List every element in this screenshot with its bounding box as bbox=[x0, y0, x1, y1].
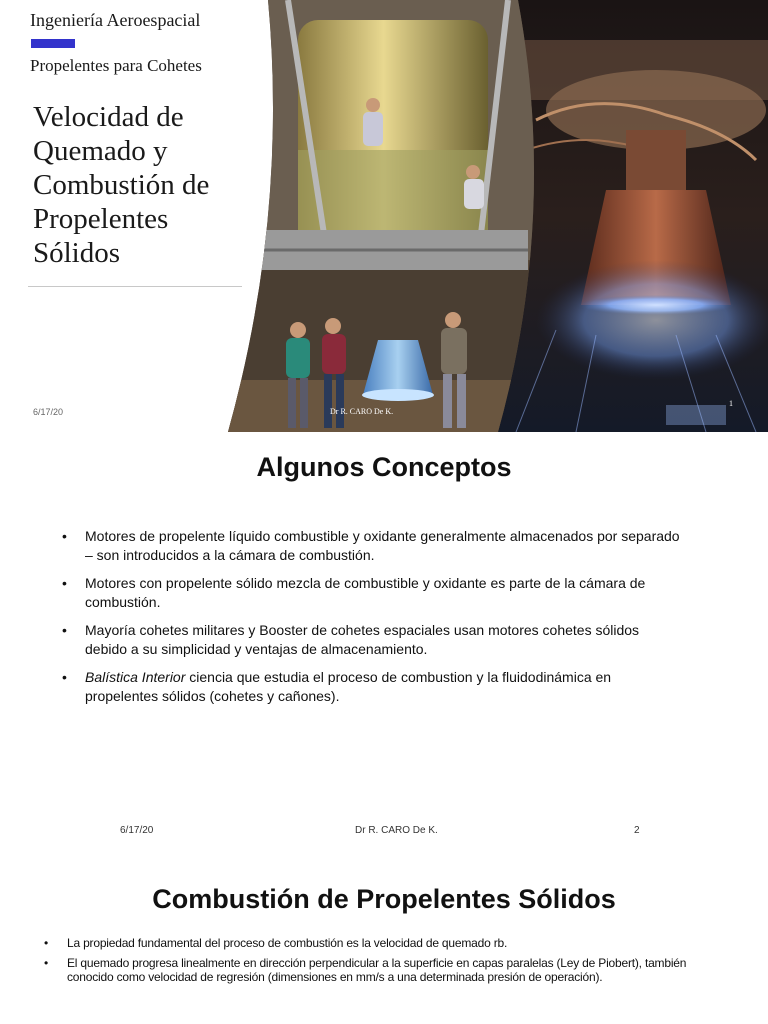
list-item: • El quemado progresa linealmente en dirección perpendicular a la superficie en capas paralelas (Ley de Piobert), también conocido como velocidad de regresión (dimensiones en mm/s a una determinada presión de operación). bbox=[44, 956, 687, 984]
bullet-icon: • bbox=[62, 622, 67, 638]
bullet-icon: • bbox=[62, 669, 67, 685]
rocket-assembly-photo bbox=[228, 0, 548, 432]
slide-date: 6/17/20 bbox=[120, 825, 154, 836]
slide-author: Dr R. CARO De K. bbox=[330, 407, 394, 416]
bullet-icon: • bbox=[62, 575, 67, 591]
bullet-icon: • bbox=[62, 528, 67, 544]
concepts-slide bbox=[0, 432, 768, 864]
slide-title: Algunos Conceptos bbox=[256, 452, 512, 482]
slide-title: Velocidad de Quemado y Combustión de Propelentes Sólidos bbox=[33, 101, 210, 269]
list-item: • Balística Interior ciencia que estudia el proceso de combustion y la fluidodinámica en propelentes sólidos (cohetes y cañones). bbox=[62, 669, 612, 704]
list-item: • Motores con propelente sólido mezcla de combustible y oxidante es parte de la cámara de combustión. bbox=[62, 575, 646, 610]
bullet-icon: • bbox=[44, 936, 49, 950]
bullet-list bbox=[44, 936, 694, 990]
list-item: • Motores de propelente líquido combustible y oxidante generalmente almacenados por separado – son introducidos a la cámara de combustión. bbox=[62, 528, 680, 563]
slide-number: 1 bbox=[729, 399, 733, 408]
course-subtitle: Ingeniería Aeroespacial bbox=[30, 10, 201, 30]
slide-date: 6/17/20 bbox=[33, 407, 64, 417]
italic-term: Balística Interior bbox=[85, 669, 186, 685]
slide-title: Combustión de Propelentes Sólidos bbox=[152, 884, 616, 914]
title-divider bbox=[28, 286, 242, 287]
accent-bar bbox=[31, 39, 75, 48]
list-item: • La propiedad fundamental del proceso de combustión es la velocidad de quemado rb. bbox=[44, 936, 508, 950]
title-slide bbox=[0, 0, 768, 432]
slide-number: 2 bbox=[634, 825, 640, 836]
bullet-icon: • bbox=[44, 956, 49, 970]
topic-subtitle: Propelentes para Cohetes bbox=[30, 56, 202, 75]
list-item: • Mayoría cohetes militares y Booster de cohetes espaciales usan motores cohetes sólidos debido a su simplicidad y ventajas de almacenamiento. bbox=[62, 622, 640, 657]
slide-author: Dr R. CARO De K. bbox=[355, 825, 438, 836]
bullet-list bbox=[62, 527, 682, 715]
combustion-slide bbox=[0, 864, 768, 1024]
